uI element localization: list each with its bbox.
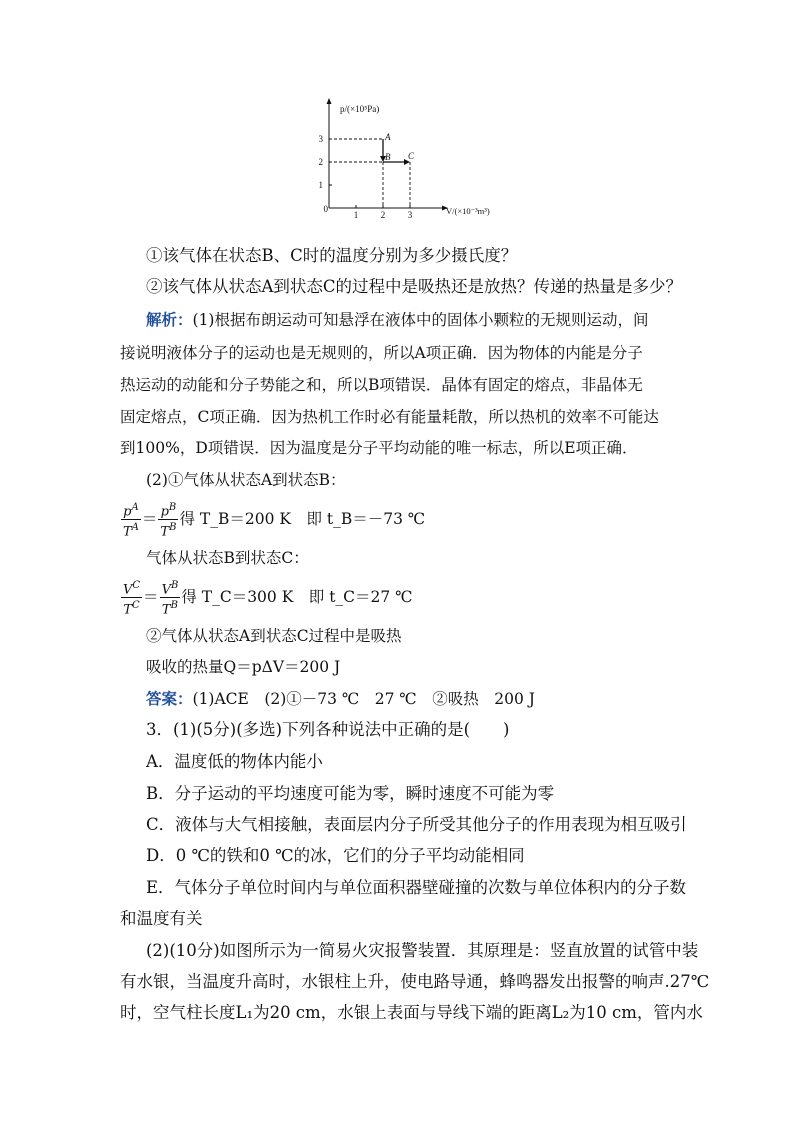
y-tick-label-3: 3 xyxy=(318,134,323,144)
analysis-line-5: 到100%，D项错误．因为温度是分子平均动能的唯一标志，所以E项正确． xyxy=(120,439,638,457)
analysis-line-4: 固定熔点，C项正确．因为热机工作时必有能量耗散，所以热机的效率不可能达 xyxy=(120,408,659,426)
equation-1: $\frac{p^A}{T^A}$ ＝ $\frac{p^B}{T^B}$ 得 T_B＝200 K 即 t_B＝－73 ℃ xyxy=(123,502,426,540)
pv-diagram xyxy=(318,96,508,224)
q3-stem: 3．(1)(5分)(多选)下列各种说法中正确的是( ) xyxy=(146,720,510,739)
analysis-label: 解析： xyxy=(146,310,193,329)
analysis-line-1: 解析：(1)根据布朗运动可知悬浮在液体中的固体小颗粒的无规则运动，间 xyxy=(146,310,649,329)
part2-intro: (2)①气体从状态A到状态B： xyxy=(146,471,346,489)
y-axis-label: p/(×10⁵Pa) xyxy=(340,104,380,114)
equation-2: $\frac{V^C}{T^C}$ ＝ $\frac{V^B}{T^B}$ 得 T_C＝300 K 即 t_C＝27 ℃ xyxy=(123,580,413,618)
y-tick-label-1: 1 xyxy=(318,180,323,190)
q3-option-e-cont: 和温度有关 xyxy=(120,909,203,928)
origin-label: 0 xyxy=(323,204,328,214)
fraction-VC-TC: $\frac{V^C}{T^C}$ xyxy=(123,580,141,618)
q3-part2-line-2: 有水银，当温度升高时，水银柱上升，使电路导通，蜂鸣器发出报警的响声.27℃ xyxy=(120,972,710,991)
q3-option-e: E．气体分子单位时间内与单位面积器壁碰撞的次数与单位体积内的分子数 xyxy=(146,878,687,897)
y-tick-label-2: 2 xyxy=(318,157,323,167)
fraction-VB-TB: $\frac{V^B}{T^B}$ xyxy=(161,580,179,618)
point-label-b: B xyxy=(385,152,391,162)
analysis-line-3: 热运动的动能和分子势能之和，所以B项错误．晶体有固定的熔点，非晶体无 xyxy=(120,376,643,394)
b-to-c-intro: 气体从状态B到状态C： xyxy=(146,549,309,567)
q3-part2-line-1: (2)(10分)如图所示为一简易火灾报警装置．其原理是：竖直放置的试管中装 xyxy=(146,941,699,960)
question-1: ①该气体在状态B、C时的温度分别为多少摄氏度？ xyxy=(146,246,518,265)
pv-diagram-svg xyxy=(318,96,508,224)
equation-1-result: 得 T_B＝200 K 即 t_B＝－73 ℃ xyxy=(179,509,426,528)
fraction-pB-TB: $\frac{p^B}{T^B}$ xyxy=(160,502,177,540)
point-label-a: A xyxy=(385,132,391,142)
answer-label: 答案： xyxy=(146,689,193,708)
question-2: ②该气体从状态A到状态C的过程中是吸热还是放热？传递的热量是多少？ xyxy=(146,277,683,296)
q3-part2-line-3: 时，空气柱长度L₁为20 cm，水银上表面与导线下端的距离L₂为10 cm，管内水 xyxy=(120,1003,703,1022)
point-label-c: C xyxy=(408,151,415,161)
q3-option-a: A．温度低的物体内能小 xyxy=(146,752,323,771)
q3-option-b: B．分子运动的平均速度可能为零，瞬时速度不可能为零 xyxy=(146,784,555,803)
answer-line xyxy=(146,689,706,709)
heat-process: ②气体从状态A到状态C过程中是吸热 xyxy=(146,627,402,645)
equation-2-result: 得 T_C＝300 K 即 t_C＝27 ℃ xyxy=(181,587,413,606)
y-axis-arrow xyxy=(327,98,332,104)
q3-option-c: C．液体与大气相接触，表面层内分子所受其他分子的作用表现为相互吸引 xyxy=(146,815,687,834)
x-axis-label: V/(×10⁻³m³) xyxy=(446,206,490,216)
answer-text: (1)ACE (2)①－73 ℃ 27 ℃ ②吸热 200 J xyxy=(192,690,535,708)
fraction-pA-TA: $\frac{p^A}{T^A}$ xyxy=(123,502,139,540)
x-tick-label-3: 3 xyxy=(407,210,413,220)
q3-option-d: D．0 ℃的铁和0 ℃的冰，它们的分子平均动能相同 xyxy=(146,846,525,865)
heat-amount: 吸收的热量Q＝pΔV＝200 J xyxy=(146,658,341,676)
x-tick-label-2: 2 xyxy=(380,210,386,220)
x-tick-label-1: 1 xyxy=(353,210,359,220)
analysis-line-2: 接说明液体分子的运动也是无规则的，所以A项正确．因为物体的内能是分子 xyxy=(120,344,643,362)
